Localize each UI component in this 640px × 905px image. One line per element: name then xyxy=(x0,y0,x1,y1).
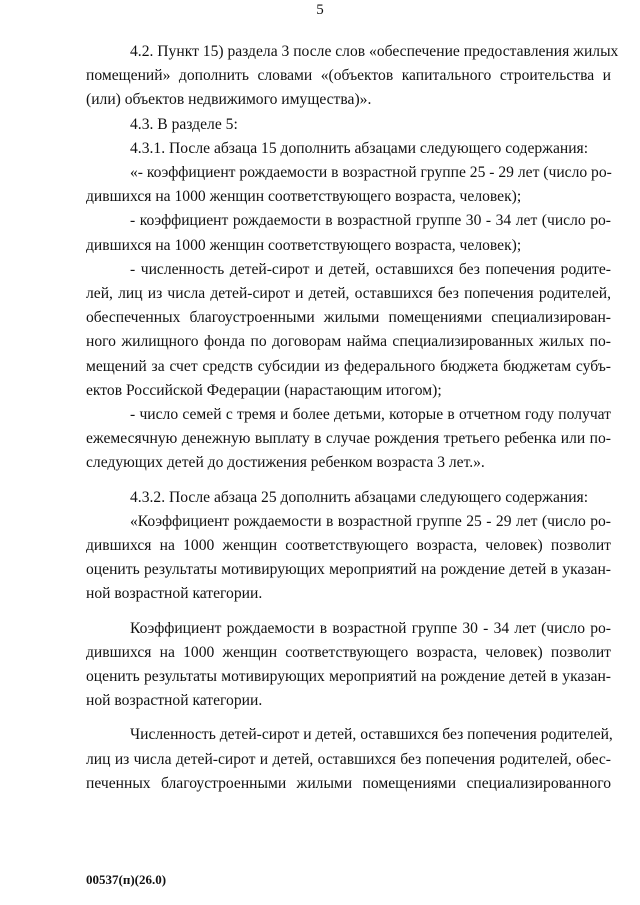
text-line: лиц из числа детей-сирот и детей, оставшихся без попечения родителей, обес- xyxy=(86,750,611,768)
text-line: лей, лиц из числа детей-сирот и детей, оставшихся без попечения родителей, xyxy=(86,285,611,303)
text-line: дившихся на 1000 женщин соответствующего возраста, человек); xyxy=(86,188,522,206)
text-line: следующих детей до достижения ребенком возраста 3 лет.». xyxy=(86,454,485,472)
paragraph-coef-30-34 xyxy=(86,617,611,714)
text-line: Численность детей-сирот и детей, оставшихся без попечения родителей, xyxy=(130,726,613,744)
text-line: печенных благоустроенными жилыми помещениями специализированного xyxy=(86,774,611,792)
text-line: обеспеченных благоустроенными жилыми помещениями специализирован- xyxy=(86,309,611,327)
text-line: ектов Российской Федерации (нарастающим итогом); xyxy=(86,381,442,399)
text-line: 4.3.2. После абзаца 25 дополнить абзацами следующего содержания: xyxy=(130,488,589,506)
text-line: ной возрастной категории. xyxy=(86,692,263,710)
text-line: ежемесячную денежную выплату в случае рождения третьего ребенка или по- xyxy=(86,430,611,448)
paragraph-item-orphans xyxy=(86,258,611,403)
text-line: мещений за счет средств субсидии из федерального бюджета бюджетам субъ- xyxy=(86,357,611,375)
text-line: дившихся на 1000 женщин соответствующего возраста, человек); xyxy=(86,236,522,254)
text-line: (или) объектов недвижимого имущества)». xyxy=(86,91,372,109)
text-line: оценить результаты мотивирующих мероприятий на рождение детей в указан- xyxy=(86,561,611,579)
paragraph-item-30-34 xyxy=(86,209,611,257)
text-line: «Коэффициент рождаемости в возрастной группе 25 - 29 лет (число ро- xyxy=(130,512,611,530)
text-line: ного жилищного фонда по договорам найма специализированных жилых по- xyxy=(86,333,611,351)
text-line: 4.3. В разделе 5: xyxy=(130,115,238,133)
page-number: 5 xyxy=(316,2,324,18)
paragraph-4-3-2 xyxy=(86,486,611,510)
paragraph-item-25-29 xyxy=(86,161,611,209)
text-line: ной возрастной категории. xyxy=(86,585,263,603)
text-line: оценить результаты мотивирующих мероприятий на рождение детей в указан- xyxy=(86,668,611,686)
paragraph-4-2 xyxy=(86,40,619,113)
text-line: - число семей с тремя и более детьми, которые в отчетном году получат xyxy=(130,406,611,424)
paragraph-4-3-1 xyxy=(86,137,611,161)
document-body xyxy=(86,40,619,796)
text-line: дившихся на 1000 женщин соответствующего возраста, человек) позволит xyxy=(86,643,611,661)
paragraph-coef-25-29 xyxy=(86,510,611,607)
document-code: 00537(п)(26.0) xyxy=(86,872,167,887)
text-line: дившихся на 1000 женщин соответствующего возраста, человек) позволит xyxy=(86,537,611,555)
text-line: помещений» дополнить словами «(объектов капитального строительства и xyxy=(86,67,611,85)
paragraph-orphans-count xyxy=(86,723,611,796)
text-line: 4.3.1. После абзаца 15 дополнить абзацами следующего содержания: xyxy=(130,139,589,157)
paragraph-4-3 xyxy=(86,113,611,137)
text-line: 4.2. Пункт 15) раздела 3 после слов «обеспечение предоставления жилых xyxy=(130,43,619,60)
text-line: «- коэффициент рождаемости в возрастной группе 25 - 29 лет (число ро- xyxy=(130,164,612,182)
text-line: - коэффициент рождаемости в возрастной группе 30 - 34 лет (число ро- xyxy=(130,212,611,230)
text-line: - численность детей-сирот и детей, оставшихся без попечения родите- xyxy=(130,260,611,278)
text-line: Коэффициент рождаемости в возрастной группе 30 - 34 лет (число ро- xyxy=(130,619,611,637)
paragraph-item-families xyxy=(86,403,611,476)
